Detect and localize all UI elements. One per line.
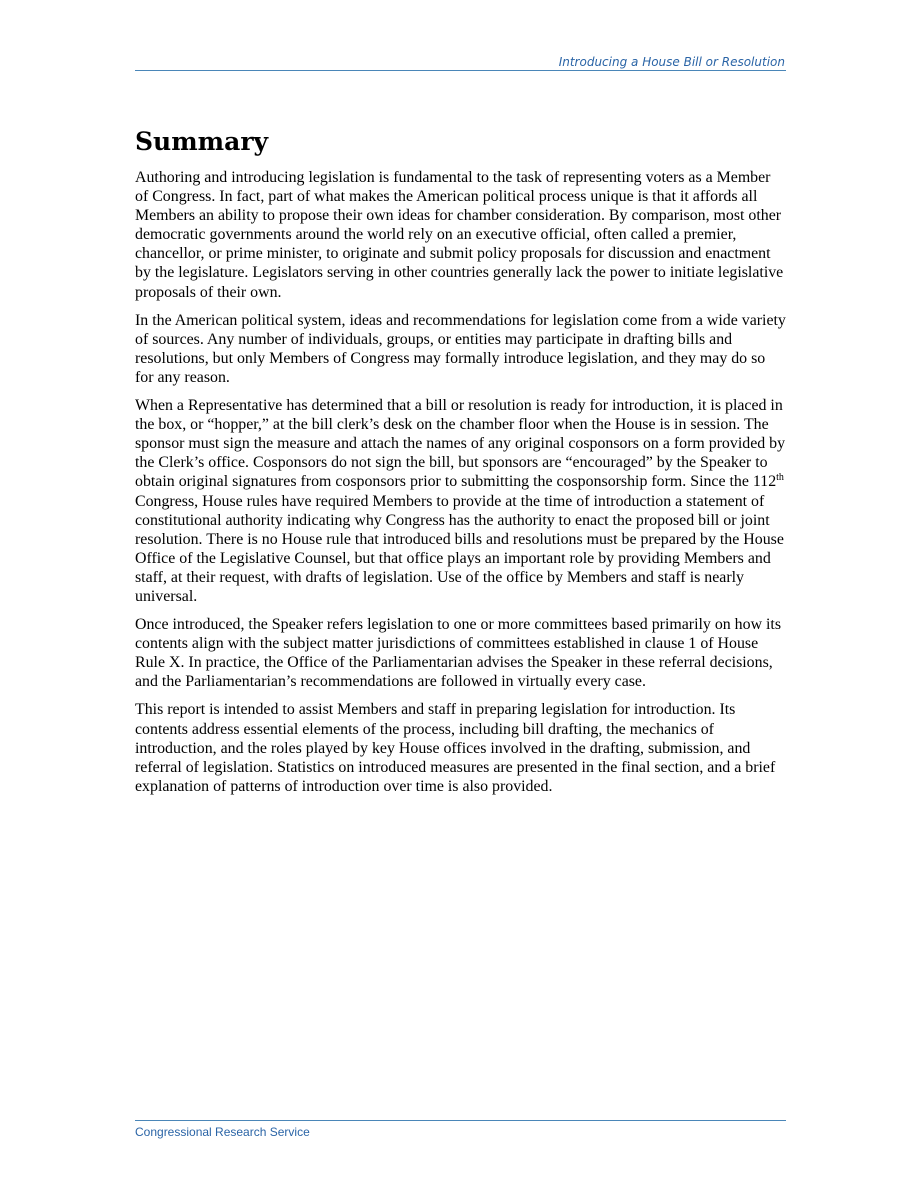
- paragraph-5: This report is intended to assist Members and staff in preparing legislation for introduction. Its contents address essential elements of the process, including bill drafting, the mechanics of introduction, and the roles played by key House offices involved in the drafting, submission, and referral of legislation. Statistics on introduced measures are presented in the final section, and a brief explanation of patterns of introduction over time is also provided.: [135, 701, 776, 795]
- paragraph-2: In the American political system, ideas and recommendations for legislation come from a wide variety of sources. Any number of individuals, groups, or entities may participate in drafting bills and resolutions, but only Members of Congress may formally introduce legislation, and they may do so for any reason.: [135, 311, 786, 386]
- section-heading: Summary: [135, 127, 269, 156]
- ordinal-superscript: th: [776, 472, 784, 484]
- organization-name: Congressional Research Service: [135, 1125, 310, 1139]
- paragraph-3-text-before: When a Representative has determined that a bill or resolution is ready for introduction, it is placed in the box, or “hopper,” at the bill clerk’s desk on the chamber floor when the House is in session. The sponsor must sign the measure and attach the names of any original cosponsors on a form provided by the Clerk’s office. Cosponsors do not sign the bill, but sponsors are “encouraged” by the Speaker to obtain original signatures from cosponsors prior to submitting the cosponsorship form. Since the 112: [135, 397, 786, 491]
- paragraph-1: Authoring and introducing legislation is fundamental to the task of representing voters as a Member of Congress. In fact, part of what makes the American political process unique is that it affords all Members an ability to propose their own ideas for chamber consideration. By comparison, most other democratic governments around the world rely on an executive official, often called a premier, chancellor, or prime minister, to originate and submit policy proposals for discussion and enactment by the legislature. Legislators serving in other countries generally lack the power to initiate legislative proposals of their own.: [135, 169, 784, 301]
- summary-section: [135, 125, 787, 805]
- paragraph-3-text-after: Congress, House rules have required Members to provide at the time of introduction a statement of constitutional authority indicating why Congress has the authority to enact the proposed bill or joint resolution. There is no House rule that introduced bills and resolutions must be prepared by the House Office of the Legislative Counsel, but that office plays an important role by providing Members and staff, at their request, with drafts of legislation. Use of the office by Members and staff is nearly universal.: [135, 492, 784, 605]
- running-footer: [135, 1120, 786, 1140]
- paragraph-4: Once introduced, the Speaker refers legislation to one or more committees based primarily on how its contents align with the subject matter jurisdictions of committees established in clause 1 of House Rule X. In practice, the Office of the Parliamentarian advises the Speaker in these referral decisions, and the Parliamentarian’s recommendations are followed in virtually every case.: [135, 616, 782, 691]
- report-title: Introducing a House Bill or Resolution: [558, 55, 785, 69]
- running-header: [135, 54, 786, 71]
- paragraph-3: [135, 396, 787, 606]
